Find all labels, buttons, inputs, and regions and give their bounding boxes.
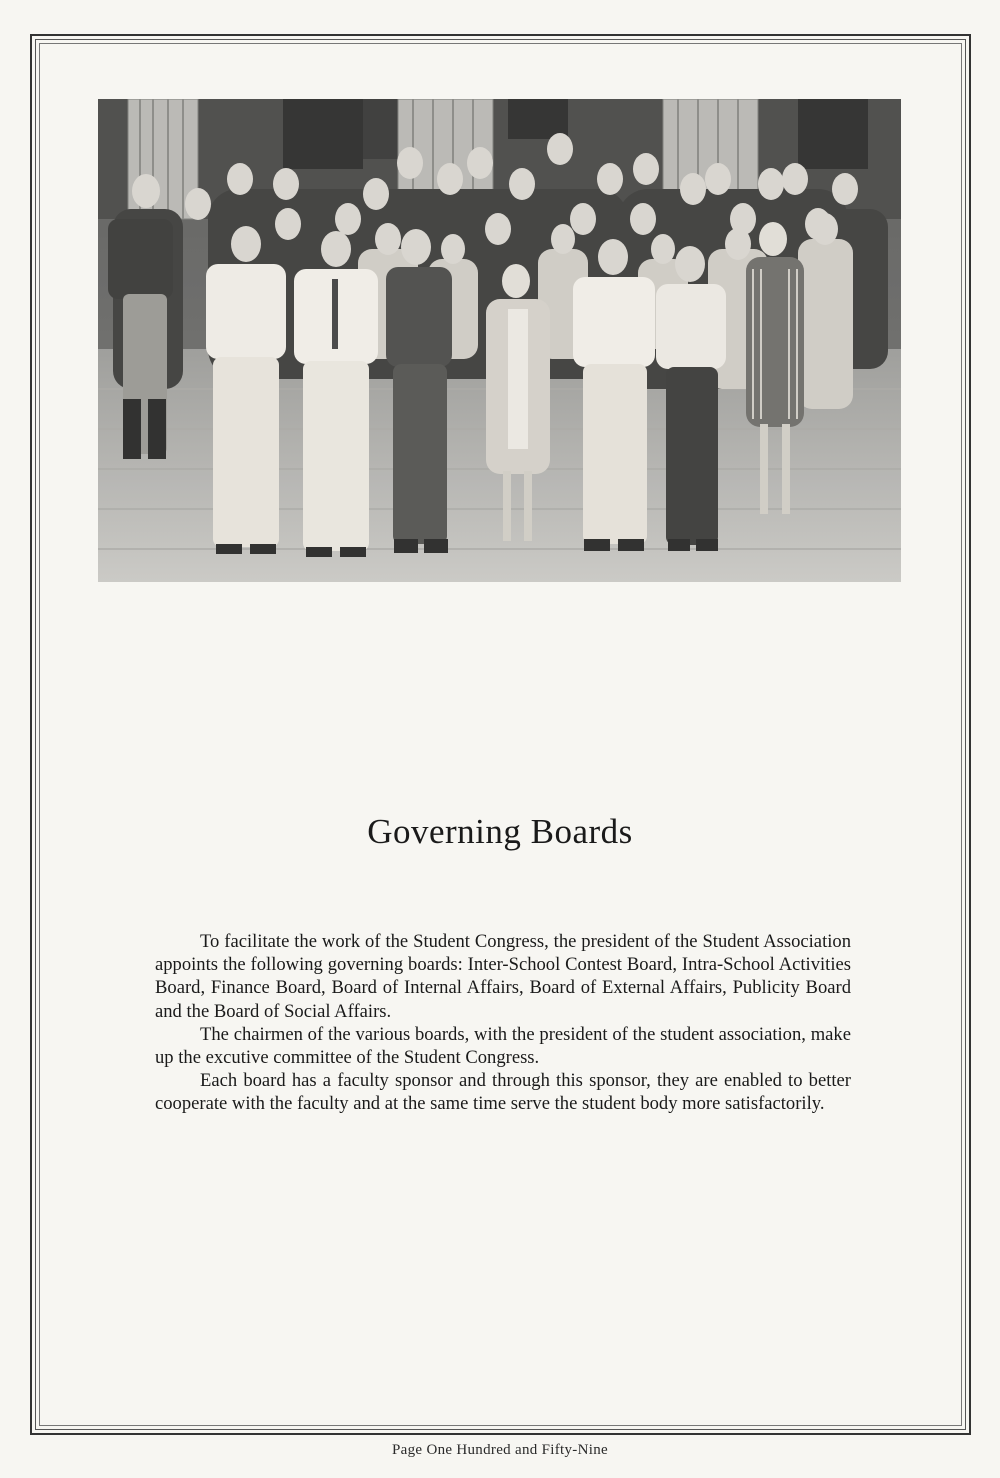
page-number: Page One Hundred and Fifty-Nine	[392, 1442, 608, 1458]
body-text	[155, 930, 851, 1116]
paragraph-1: To facilitate the work of the Student Congress, the president of the Student Association appoints the following governing boards: Inter-School Contest Board, Intra-School Activities Board, Finance Board, Board of Internal Affairs, Board of External Affairs, Publicity Board and the Board of Social Affairs.	[155, 931, 851, 1022]
page-title: Governing Boards	[367, 812, 633, 851]
paragraph-3: Each board has a faculty sponsor and through this sponsor, they are enabled to better cooperate with the faculty and at the same time serve the student body more satisfactorily.	[155, 1070, 851, 1115]
group-photo	[98, 99, 901, 582]
paragraph-2: The chairmen of the various boards, with the president of the student association, make up the excutive committee of the Student Congress.	[155, 1023, 851, 1069]
group-photo-image	[98, 99, 901, 582]
